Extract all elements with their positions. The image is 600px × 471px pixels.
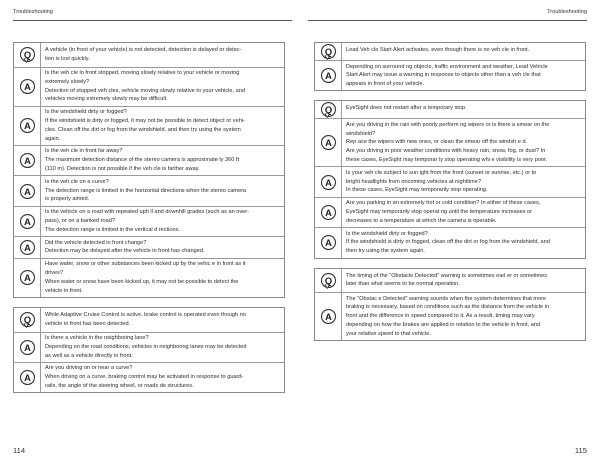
text-line: decreases to a temperature at which the camera is operable. [346, 217, 497, 224]
question-badge-icon [14, 43, 41, 67]
text-line: EyeSight may temporarily stop operat ng until the temperature increases or [346, 209, 532, 216]
question-letter: Q [23, 315, 31, 326]
text-line: Lead Veh cle Start Alert activates, even though there is no veh cle in front. [346, 47, 530, 53]
text-line: appears in front of your vehicle. [346, 81, 425, 88]
answer-row [315, 166, 585, 196]
text-line: Is the vehicle on a road with repeated uph ll and downhill grades (such as an over- [45, 209, 249, 216]
answer-row [14, 332, 284, 362]
qa-group [314, 100, 586, 258]
question-text [41, 43, 246, 67]
text-line: braking is necessary, based on conditions such as the distance from the vehicle in [346, 304, 549, 311]
text-line: your relative speed to that vehicle. [346, 330, 431, 337]
answer-text [41, 207, 253, 236]
answer-text [342, 198, 544, 227]
question-letter: Q [324, 275, 332, 286]
answer-row [14, 236, 284, 258]
text-line: vehicle in front. [45, 287, 83, 294]
text-line: as well as a vehicle directly in front. [45, 352, 133, 359]
question-badge-icon [14, 308, 41, 332]
text-line: depending on how the brakes are applied in relation to the vehicle in front, and [346, 322, 541, 329]
text-line: then try using the system again. [346, 248, 425, 255]
text-line: Are you driving on or near a curve? [45, 365, 133, 372]
answer-badge-icon [14, 207, 41, 236]
answer-text [342, 228, 554, 257]
text-line: When water or snow have been kicked up, it may not be possible to detect the [45, 278, 239, 285]
text-line: The "Obstac e Detected" warning sounds when the system determines that more [346, 295, 547, 302]
header-divider-right [308, 20, 587, 21]
question-text [342, 43, 533, 60]
answer-badge-icon [14, 107, 41, 145]
text-line: The detection range is limited in the horizontal directions when the stereo camera [45, 187, 247, 194]
qa-group [13, 307, 285, 393]
answer-row [14, 145, 284, 175]
text-line: extremely slowly? [45, 78, 90, 85]
text-line: Is the veh cle in front stopped, moving slowly relative to your vehicle or moving [45, 70, 240, 77]
answer-letter: A [23, 216, 31, 227]
answer-text [342, 61, 552, 90]
text-line: rails, the angle of the steering wheel, or roads de structures. [45, 383, 194, 389]
right-page-column [314, 42, 586, 350]
text-line: Start Alert may issue a warning in response to objects other than a veh cle that [346, 72, 541, 79]
answer-letter: A [23, 82, 31, 93]
text-line: Is the veh cle on a curve? [45, 178, 109, 185]
text-line: Detection may be delayed after the vehicle in front has changed. [45, 248, 205, 255]
text-line: windshield? [346, 130, 376, 137]
answer-text [342, 119, 553, 166]
answer-letter: A [23, 186, 31, 197]
answer-badge-icon [14, 363, 41, 392]
page-header-right: Troubleshooting [547, 9, 587, 15]
question-badge-icon [315, 269, 342, 293]
text-line: When driving on a curve, braking control may be activated in response to guard- [45, 374, 244, 381]
text-line: vehicle in front has been detected. [45, 320, 131, 327]
text-line: Did the vehicle detected in front change? [45, 239, 147, 246]
answer-badge-icon [14, 333, 41, 362]
page-number-right: 115 [574, 446, 587, 455]
answer-badge-icon [14, 176, 41, 205]
text-line: front and the difference in speed compared to it. As a result, timing may vary [346, 313, 535, 320]
answer-row [14, 175, 284, 205]
answer-text [41, 363, 247, 392]
text-line: cles. Clean off the dirt or fog from the windshield, and then try using the system [45, 126, 241, 133]
text-line: pass), or on a banked road? [45, 218, 115, 225]
answer-letter: A [324, 177, 332, 188]
question-row [14, 308, 284, 332]
answer-badge-icon [14, 146, 41, 175]
answer-row [315, 197, 585, 227]
question-letter: Q [324, 46, 332, 57]
answer-badge-icon [315, 61, 342, 90]
text-line: bright headlights from oncoming vehicles at nighttime? [346, 178, 481, 185]
answer-letter: A [324, 71, 332, 82]
text-line: Is the windshield dirty or fogged? [45, 109, 127, 116]
answer-letter: A [324, 238, 332, 249]
question-row [315, 269, 585, 293]
answer-text [41, 107, 249, 145]
answer-letter: A [23, 342, 31, 353]
text-line: Is the veh cle in front far away? [45, 148, 123, 155]
answer-badge-icon [315, 167, 342, 196]
answer-letter: A [23, 242, 31, 253]
text-line: Is your veh cle subject to sun ight from the front (sunset or sunrise, etc.) or to [346, 169, 537, 176]
answer-badge-icon [315, 228, 342, 257]
answer-letter: A [23, 372, 31, 383]
answer-badge-icon [315, 198, 342, 227]
text-line: EyeSight does not restart after a temporary stop. [346, 105, 467, 112]
qa-group [314, 268, 586, 342]
question-badge-icon [315, 43, 342, 60]
answer-letter: A [23, 155, 31, 166]
text-line: Are you parking in an extremely hot or cold condition? In either of these cases, [346, 200, 541, 207]
answer-badge-icon [14, 259, 41, 297]
qa-group [13, 42, 285, 298]
answer-badge-icon [14, 237, 41, 258]
question-row [315, 101, 585, 118]
answer-text [41, 68, 249, 106]
text-line: If the windshield is dirty or fogged, it may not be possible to detect object or vehi- [45, 118, 245, 125]
answer-letter: A [324, 207, 332, 218]
answer-row [14, 362, 284, 392]
text-line: vehicles moving extremely slowly may be difficult. [45, 96, 168, 103]
text-line: Are you driving in poor weather conditions with heavy rain, snow, fog, or dust? In [346, 148, 546, 155]
answer-row [14, 206, 284, 236]
text-line: Are you driving in the rain with poorly perform ng wipers or is there a smear on the [346, 121, 550, 128]
text-line: Is there a vehicle in the neighboring lane? [45, 335, 149, 342]
text-line: The maximum detection distance of the stereo camera is approximate ly 360 ft [45, 157, 240, 164]
answer-letter: A [324, 138, 332, 149]
text-line: Rep ace the wipers with new ones, or clean the smear off the windsh e d. [346, 139, 528, 146]
answer-letter: A [23, 273, 31, 284]
text-line: Depending on surround ng objects, traffic environment and weather, Lead Vehicle [346, 63, 548, 70]
answer-text [41, 333, 251, 362]
text-line: While Adaptive Cruise Control is active, brake control is operated even though no [45, 311, 246, 318]
text-line: A vehicle (in front of your vehicle) is not detected, detection is delayed or detec- [45, 47, 242, 53]
answer-text [342, 293, 553, 340]
text-line: tion is lost quickly. [45, 55, 90, 62]
text-line: Depending on the road conditions, vehicles in neighboring lanes may be detected [45, 343, 247, 350]
question-letter: Q [23, 50, 31, 61]
header-divider-left [13, 20, 292, 21]
page-number-left: 114 [13, 446, 26, 455]
question-text [342, 269, 551, 293]
answer-row [315, 227, 585, 257]
question-letter: Q [324, 105, 332, 116]
answer-letter: A [23, 121, 31, 132]
answer-row [315, 60, 585, 90]
answer-text [41, 237, 209, 258]
answer-letter: A [324, 311, 332, 322]
page-header-left: Troubleshooting [13, 9, 53, 15]
question-badge-icon [315, 101, 342, 118]
question-text [342, 101, 471, 118]
question-row [315, 43, 585, 60]
text-line: (110 m). Detection is not possible if the veh cle is farther away. [45, 166, 200, 173]
question-row [14, 43, 284, 67]
text-line: The timing of the "Obstacle Detected" warning is sometimes earl er or sometimes [346, 272, 548, 279]
answer-badge-icon [315, 119, 342, 166]
answer-row [315, 292, 585, 340]
text-line: later than what seems to be normal operation. [346, 281, 460, 288]
text-line: Detection of stopped veh cles, vehicle moving slowly relative to your vehicle, and [45, 87, 245, 94]
answer-row [14, 258, 284, 297]
text-line: these cases, EyeSight may temporar ly stop operating whi e visibility is very poor. [346, 157, 548, 164]
text-line: Have water, snow or other substances been kicked up by the vehic e in front as it [45, 261, 246, 268]
left-page-column [13, 42, 285, 402]
question-text [41, 308, 250, 332]
text-line: drives? [45, 270, 64, 277]
answer-text [41, 146, 243, 175]
answer-text [342, 167, 540, 196]
text-line: If the windshield is dirty or fogged, clean off the dirt or fog from the windshield, and [346, 239, 550, 246]
answer-text [41, 259, 250, 297]
answer-text [41, 176, 250, 205]
text-line: The detection range is limited in the vertical d rections. [45, 226, 180, 233]
answer-badge-icon [14, 68, 41, 106]
answer-badge-icon [315, 293, 342, 340]
text-line: is properly aimed. [45, 196, 90, 203]
qa-group [314, 42, 586, 91]
answer-row [14, 106, 284, 145]
text-line: In these cases, EyeSight may temporarily stop operating. [346, 187, 488, 194]
answer-row [14, 67, 284, 106]
text-line: again. [45, 135, 61, 142]
text-line: Is the windshield dirty or fogged? [346, 230, 428, 237]
answer-row [315, 118, 585, 166]
